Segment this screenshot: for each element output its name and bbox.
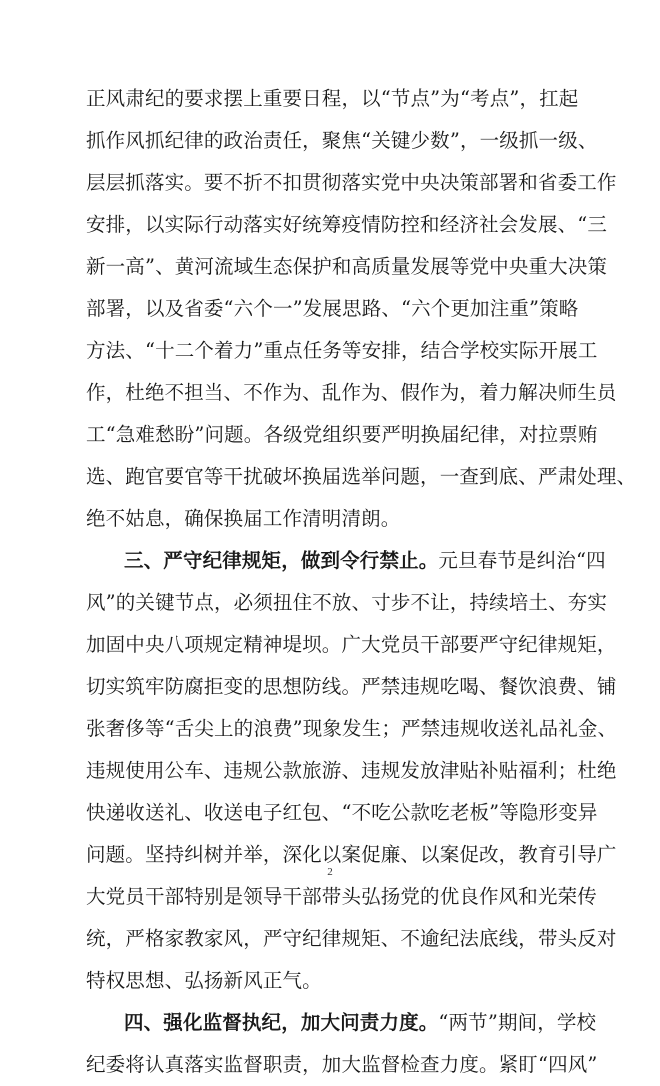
section-3-first-line bbox=[86, 540, 606, 582]
paragraph-line: 快递收送礼、收送电子红包、“不吃公款吃老板”等隐形变异 bbox=[86, 801, 598, 824]
paragraph-line: 选、跑官要官等干扰破坏换届选举问题，一查到底、严肃处理、 bbox=[86, 465, 637, 488]
paragraph-line: 新一高”、黄河流域生态保护和高质量发展等党中央重大决策 bbox=[86, 255, 608, 278]
paragraph-line: 纪委将认真落实监督职责，加大监督检查力度。紧盯“四风” bbox=[86, 1053, 598, 1076]
paragraph-line: 风”的关键节点，必须扭住不放、寸步不让，持续培土、夯实 bbox=[86, 591, 608, 614]
paragraph-line: 大党员干部特别是领导干部带头弘扬党的优良作风和光荣传 bbox=[86, 885, 597, 908]
paragraph-line: 特权思想、弘扬新风正气。 bbox=[86, 969, 322, 992]
paragraph-line: 违规使用公车、违规公款旅游、违规发放津贴补贴福利；杜绝 bbox=[86, 759, 617, 782]
paragraph-line: 安排，以实际行动落实好统筹疫情防控和经济社会发展、“三 bbox=[86, 213, 608, 236]
paragraph-line: 方法、“十二个着力”重点任务等安排，结合学校实际开展工 bbox=[86, 339, 598, 362]
paragraph-line: 问题。坚持纠树并举，深化以案促廉、以案促改，教育引导广 bbox=[86, 843, 617, 866]
paragraph-line: 抓作风抓纪律的政治责任，聚焦“关键少数”，一级抓一级、 bbox=[86, 129, 598, 152]
paragraph-line: 加固中央八项规定精神堤坝。广大党员干部要严守纪律规矩， bbox=[86, 633, 617, 656]
section-4-first-line bbox=[86, 1002, 597, 1044]
paragraph-line: 切实筑牢防腐拒变的思想防线。严禁违规吃喝、餐饮浪费、铺 bbox=[86, 675, 617, 698]
section-3-first-line-text: 元旦春节是纠治“四 bbox=[438, 549, 606, 572]
paragraph-line: 部署，以及省委“六个一”发展思路、“六个更加注重”策略 bbox=[86, 297, 579, 320]
paragraph-line: 正风肃纪的要求摆上重要日程，以“节点”为“考点”，扛起 bbox=[86, 87, 579, 110]
paragraph-line: 统，严格家教家风，严守纪律规矩、不逾纪法底线，带头反对 bbox=[86, 927, 617, 950]
paragraph-line: 层层抓落实。要不折不扣贯彻落实党中央决策部署和省委工作 bbox=[86, 171, 617, 194]
page-number: 2 bbox=[327, 866, 333, 878]
paragraph-line: 张奢侈等“舌尖上的浪费”现象发生；严禁违规收送礼品礼金、 bbox=[86, 717, 618, 740]
section-4-heading: 四、强化监督执纪，加大问责力度。 bbox=[124, 1011, 439, 1034]
document-body bbox=[86, 78, 637, 1086]
paragraph-line: 作，杜绝不担当、不作为、乱作为、假作为，着力解决师生员 bbox=[86, 381, 617, 404]
paragraph-line: 绝不姑息，确保换届工作清明清朗。 bbox=[86, 507, 401, 530]
paragraph-line: 工“急难愁盼”问题。各级党组织要严明换届纪律，对拉票贿 bbox=[86, 423, 598, 446]
section-4-first-line-text: “两节”期间，学校 bbox=[438, 1011, 597, 1034]
section-3-heading: 三、严守纪律规矩，做到令行禁止。 bbox=[124, 549, 439, 572]
